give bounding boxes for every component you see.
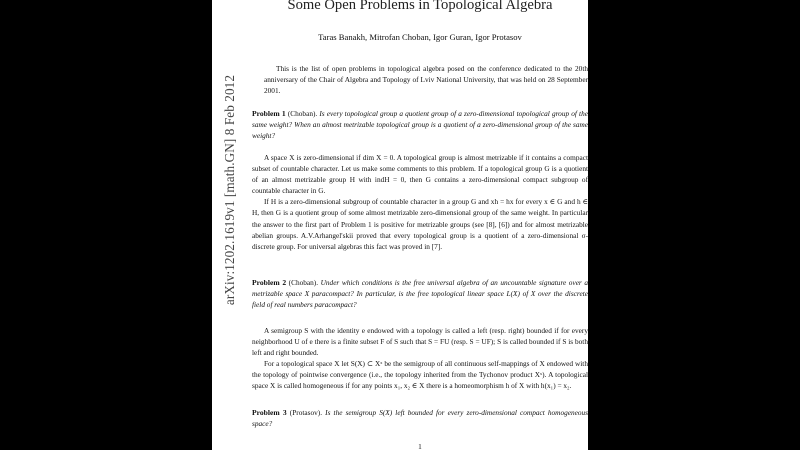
abstract: This is the list of open problems in topological algebra posed on the conference dedicated to the 20th anniversary of the Chair of Algebra and Topology of Lviv National University, that was held on 28 September 2001.	[264, 64, 588, 95]
problem-3-author: (Protasov).	[286, 408, 326, 417]
paragraph-2: If H is a zero-dimensional subgroup of countable character in a group G and xh = hx for every x ∈ G and h ∈ H, then G is a quotient group of some almost metrizable zero-dimensional group of the same weight. In particular the answer to the first part of Problem 1 is positive for metrizable groups (see [8], [6]) and for almost metrizable abelian groups. A.V.Arhangel'skii proved that every topological group is a quotient of a zero-dimensional σ-discrete group. For universal algebras this fact was proved in [7].	[252, 197, 588, 251]
problem-1	[252, 108, 588, 141]
paragraph-1: A space X is zero-dimensional if dim X = 0. A topological group is almost metrizable if it contains a compact subset of countable character. Let us make some comments to this problem. If a topological group G is a quotient of an almost metrizable group H with indH = 0, then G contains a zero-dimensional compact subgroup of countable character in G.	[252, 153, 588, 196]
paper-page	[212, 0, 588, 450]
problem-1-author: (Choban).	[285, 109, 320, 118]
arxiv-stamp: arXiv:1202.1619v1 [math.GN] 8 Feb 2012	[222, 74, 237, 306]
paper-authors: Taras Banakh, Mitrofan Choban, Igor Guran, Igor Protasov	[318, 32, 522, 42]
problem-1-label: Problem 1	[252, 109, 286, 118]
paragraph-4: For a topological space X let S(X) ⊂ Xˣ be the semigroup of all continuous self-mappings of X endowed with the topology of pointwise convergence (i.e., the topology inherited from the Tychonov product Xˣ). A topological space X is called homogeneous if for any points x₁, x₂ ∈ X there is a homeomorphism h of X with h(x₁) = x₂.	[252, 359, 588, 391]
problem-1-statement: Is every topological group a quotient group of a zero-dimensional topological group of the same weight? When an almost metrizable topological group is a quotient of a zero-dimensional group of the same weight?	[252, 109, 588, 141]
problem-2-label: Problem 2	[252, 278, 287, 287]
problem-3-statement: Is the semigroup S(X) left bounded for every zero-dimensional compact homogeneous space?	[252, 408, 588, 429]
problem-2-statement: Under which conditions is the free universal algebra of an uncountable signature over a metrizable space X paracompact? In particular, is the free topological linear space L(X) of X over the discrete field of real numbers paracompact?	[252, 278, 588, 310]
problem-3-label: Problem 3	[252, 408, 287, 417]
problem-2	[252, 277, 588, 310]
arxiv-margin	[212, 0, 248, 450]
discussion-1	[252, 152, 588, 252]
problem-3	[252, 407, 588, 429]
problem-2-author: (Choban).	[286, 278, 321, 287]
page-number: 1	[418, 442, 422, 450]
discussion-2	[252, 325, 588, 392]
paragraph-3: A semigroup S with the identity e endowed with a topology is called a left (resp. right) bounded if for every neighborhood U of e there is a finite subset F of S such that S = FU (resp. S = UF); S is called bounded if S is both left and right bounded.	[252, 326, 588, 358]
paper-title: Some Open Problems in Topological Algebra	[287, 0, 553, 13]
